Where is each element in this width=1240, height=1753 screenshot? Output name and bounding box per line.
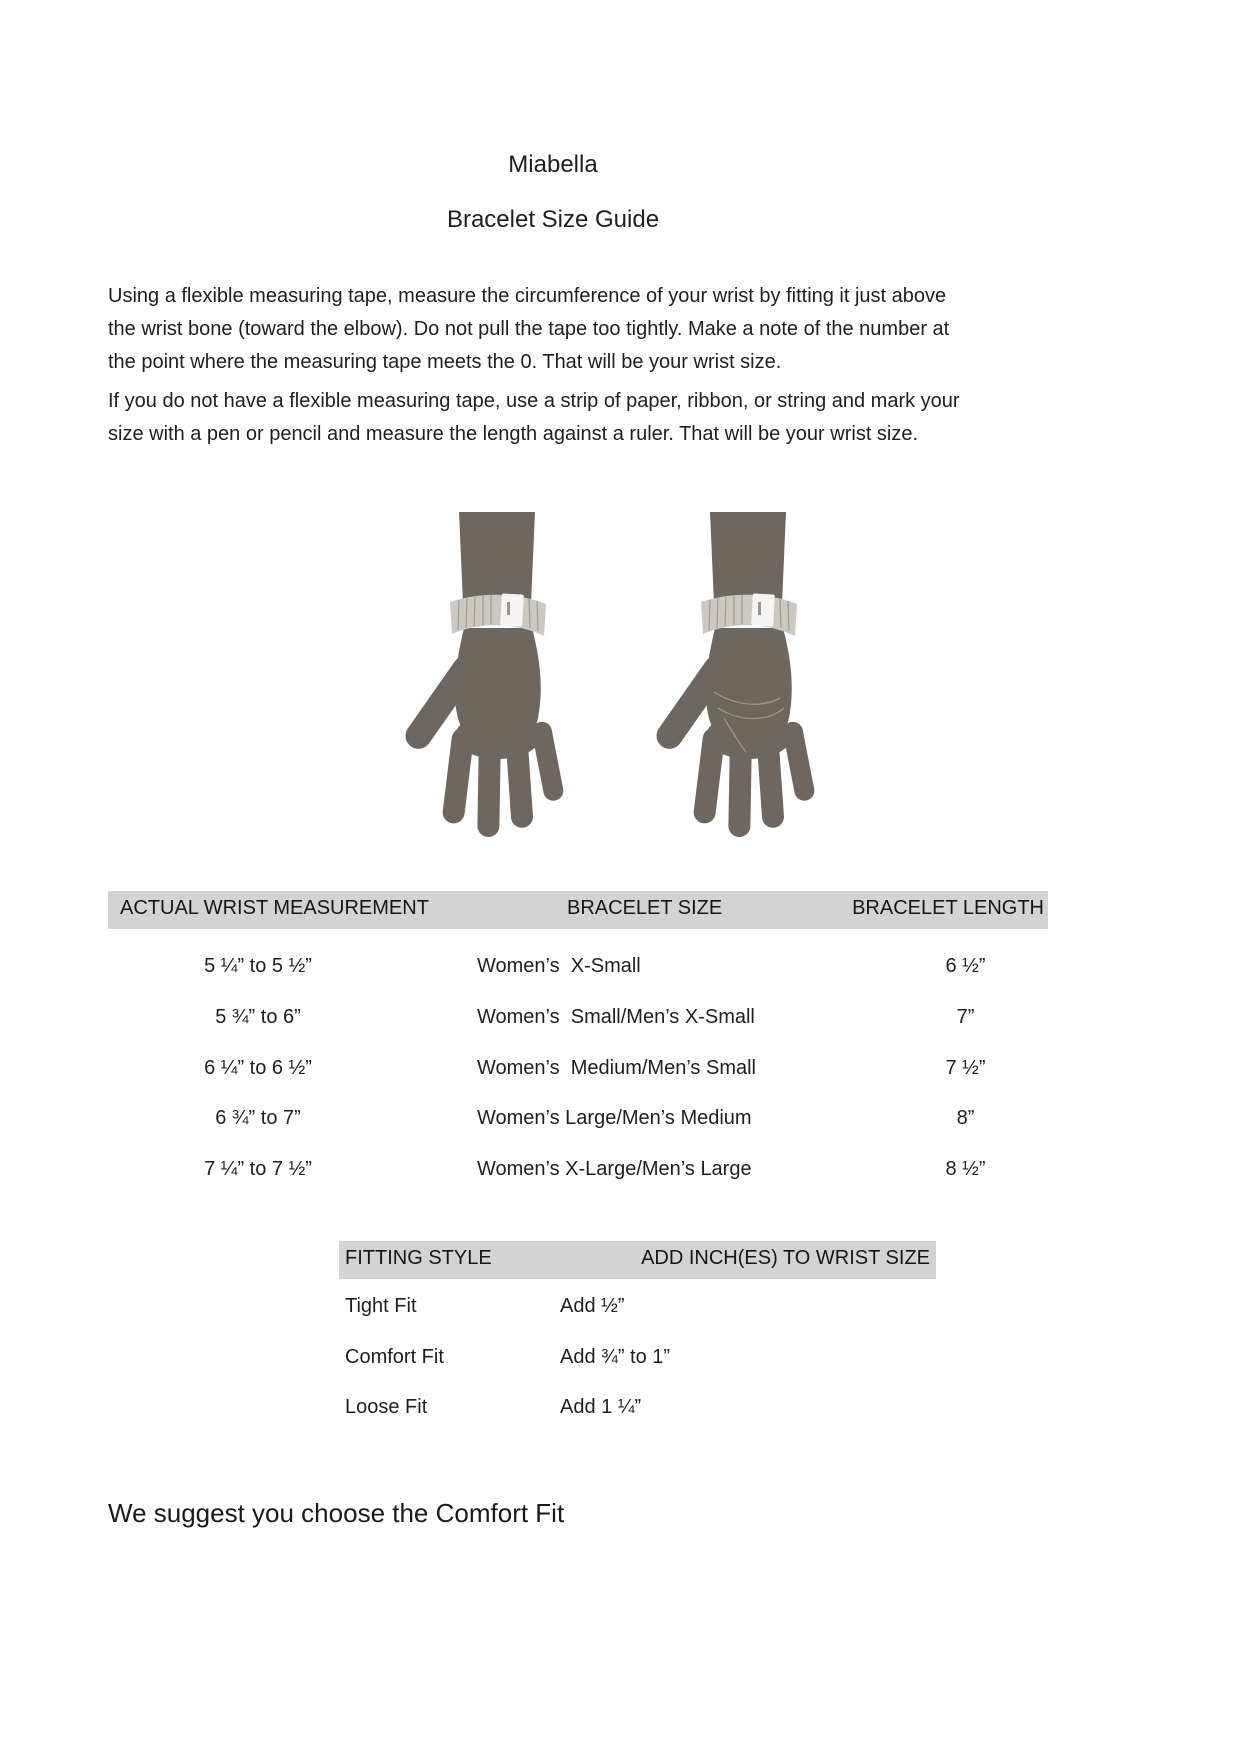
intro-paragraph-2 <box>108 385 1068 451</box>
bracelet-size-cell: Women’s Small/Men’s X-Small <box>477 1006 755 1028</box>
table-row <box>0 1158 1240 1186</box>
bracelet-length-cell: 6 ½” <box>945 955 986 977</box>
wrist-measurement-cell: 7 ¼” to 7 ½” <box>204 1158 312 1180</box>
add-inches-cell: Add ½” <box>560 1295 625 1317</box>
intro-paragraph-1 <box>108 280 1068 379</box>
column-header-add-inches: ADD INCH(ES) TO WRIST SIZE <box>641 1247 930 1269</box>
fitting-style-cell: Tight Fit <box>345 1295 417 1317</box>
bracelet-size-cell: Women’s X-Large/Men’s Large <box>477 1158 752 1180</box>
paragraph-line: If you do not have a flexible measuring tape, use a strip of paper, ribbon, or string and mark your <box>108 390 960 412</box>
column-header-fitting-style: FITTING STYLE <box>345 1247 492 1269</box>
doc-title: Miabella <box>508 151 598 178</box>
bracelet-length-cell: 8 ½” <box>945 1158 986 1180</box>
right-hand-silhouette <box>651 512 816 837</box>
fitting-row <box>0 1295 1240 1323</box>
bracelet-length-cell: 8” <box>956 1107 975 1129</box>
table-row <box>0 1107 1240 1135</box>
column-header-wrist: ACTUAL WRIST MEASUREMENT <box>120 897 429 919</box>
column-header-length: BRACELET LENGTH <box>852 897 1044 919</box>
table-row <box>0 1057 1240 1085</box>
paragraph-line: the wrist bone (toward the elbow). Do not pull the tape too tightly. Make a note of the number at <box>108 318 950 340</box>
table-row <box>0 1006 1240 1034</box>
wrist-measurement-cell: 6 ¼” to 6 ½” <box>204 1057 312 1079</box>
left-hand-silhouette <box>400 512 565 837</box>
add-inches-cell: Add ¾” to 1” <box>560 1346 671 1368</box>
suggestion-text: We suggest you choose the Comfort Fit <box>108 1498 565 1528</box>
bracelet-length-cell: 7” <box>956 1006 975 1028</box>
fitting-style-cell: Loose Fit <box>345 1396 428 1418</box>
paragraph-line: Using a flexible measuring tape, measure the circumference of your wrist by fitting it just above <box>108 285 947 307</box>
bracelet-size-cell: Women’s Medium/Men’s Small <box>477 1057 756 1079</box>
wrist-measurement-cell: 6 ¾” to 7” <box>215 1107 301 1129</box>
add-inches-cell: Add 1 ¼” <box>560 1396 642 1418</box>
bracelet-size-cell: Women’s X-Small <box>477 955 641 977</box>
fitting-row <box>0 1396 1240 1424</box>
size-table-header-bar <box>108 891 1048 929</box>
fitting-style-cell: Comfort Fit <box>345 1346 444 1368</box>
hands-measuring-tape-illustration <box>385 510 875 840</box>
fitting-row <box>0 1346 1240 1374</box>
column-header-size: BRACELET SIZE <box>567 897 723 919</box>
bracelet-size-cell: Women’s Large/Men’s Medium <box>477 1107 752 1129</box>
paragraph-line: the point where the measuring tape meets the 0. That will be your wrist size. <box>108 351 782 373</box>
table-row <box>0 955 1240 983</box>
bracelet-length-cell: 7 ½” <box>945 1057 986 1079</box>
wrist-measurement-cell: 5 ¾” to 6” <box>215 1006 301 1028</box>
paragraph-line: size with a pen or pencil and measure the length against a ruler. That will be your wrist size. <box>108 423 919 445</box>
wrist-measurement-cell: 5 ¼” to 5 ½” <box>204 955 312 977</box>
doc-subtitle: Bracelet Size Guide <box>446 206 660 233</box>
fitting-table-header-bar <box>339 1241 936 1279</box>
